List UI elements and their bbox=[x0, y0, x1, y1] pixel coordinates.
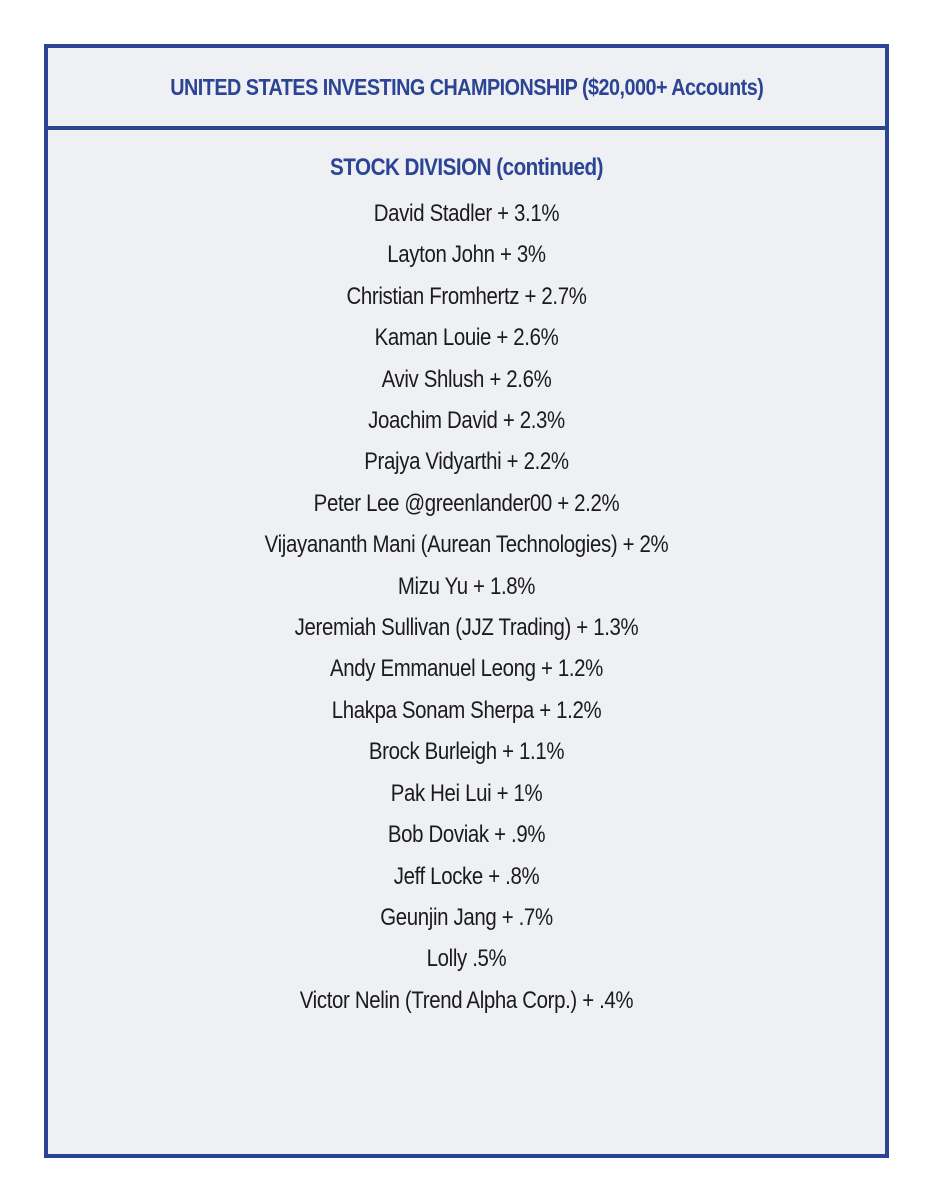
list-item: Prajya Vidyarthi + 2.2% bbox=[364, 448, 569, 476]
list-item: Layton John + 3% bbox=[387, 241, 546, 269]
list-item: Joachim David + 2.3% bbox=[368, 407, 565, 435]
section-title: STOCK DIVISION (continued) bbox=[330, 154, 603, 181]
list-item: Vijayananth Mani (Aurean Technologies) + 2% bbox=[264, 531, 669, 559]
panel-body bbox=[48, 130, 885, 1021]
list-item: Brock Burleigh + 1.1% bbox=[368, 738, 565, 766]
list-item: Lolly .5% bbox=[426, 945, 507, 973]
page-title: UNITED STATES INVESTING CHAMPIONSHIP ($20,000+ Accounts) bbox=[169, 73, 764, 100]
list-item: Lhakpa Sonam Sherpa + 1.2% bbox=[331, 696, 602, 724]
list-item: Victor Nelin (Trend Alpha Corp.) + .4% bbox=[299, 986, 634, 1014]
list-item: Bob Doviak + .9% bbox=[387, 821, 546, 849]
list-item: Pak Hei Lui + 1% bbox=[390, 779, 543, 807]
list-item: Jeremiah Sullivan (JJZ Trading) + 1.3% bbox=[294, 614, 639, 642]
list-item: Peter Lee @greenlander00 + 2.2% bbox=[313, 489, 620, 517]
results-panel bbox=[44, 44, 889, 1158]
list-item: David Stadler + 3.1% bbox=[373, 200, 560, 227]
list-item: Kaman Louie + 2.6% bbox=[374, 324, 559, 352]
list-item: Mizu Yu + 1.8% bbox=[397, 572, 536, 600]
list-item: Aviv Shlush + 2.6% bbox=[381, 365, 552, 393]
list-item: Andy Emmanuel Leong + 1.2% bbox=[330, 655, 603, 683]
list-item: Christian Fromhertz + 2.7% bbox=[346, 282, 587, 310]
panel-header bbox=[48, 48, 885, 130]
list-item: Geunjin Jang + .7% bbox=[380, 903, 553, 931]
ranking-list bbox=[48, 193, 885, 1021]
list-item: Jeff Locke + .8% bbox=[393, 862, 540, 890]
